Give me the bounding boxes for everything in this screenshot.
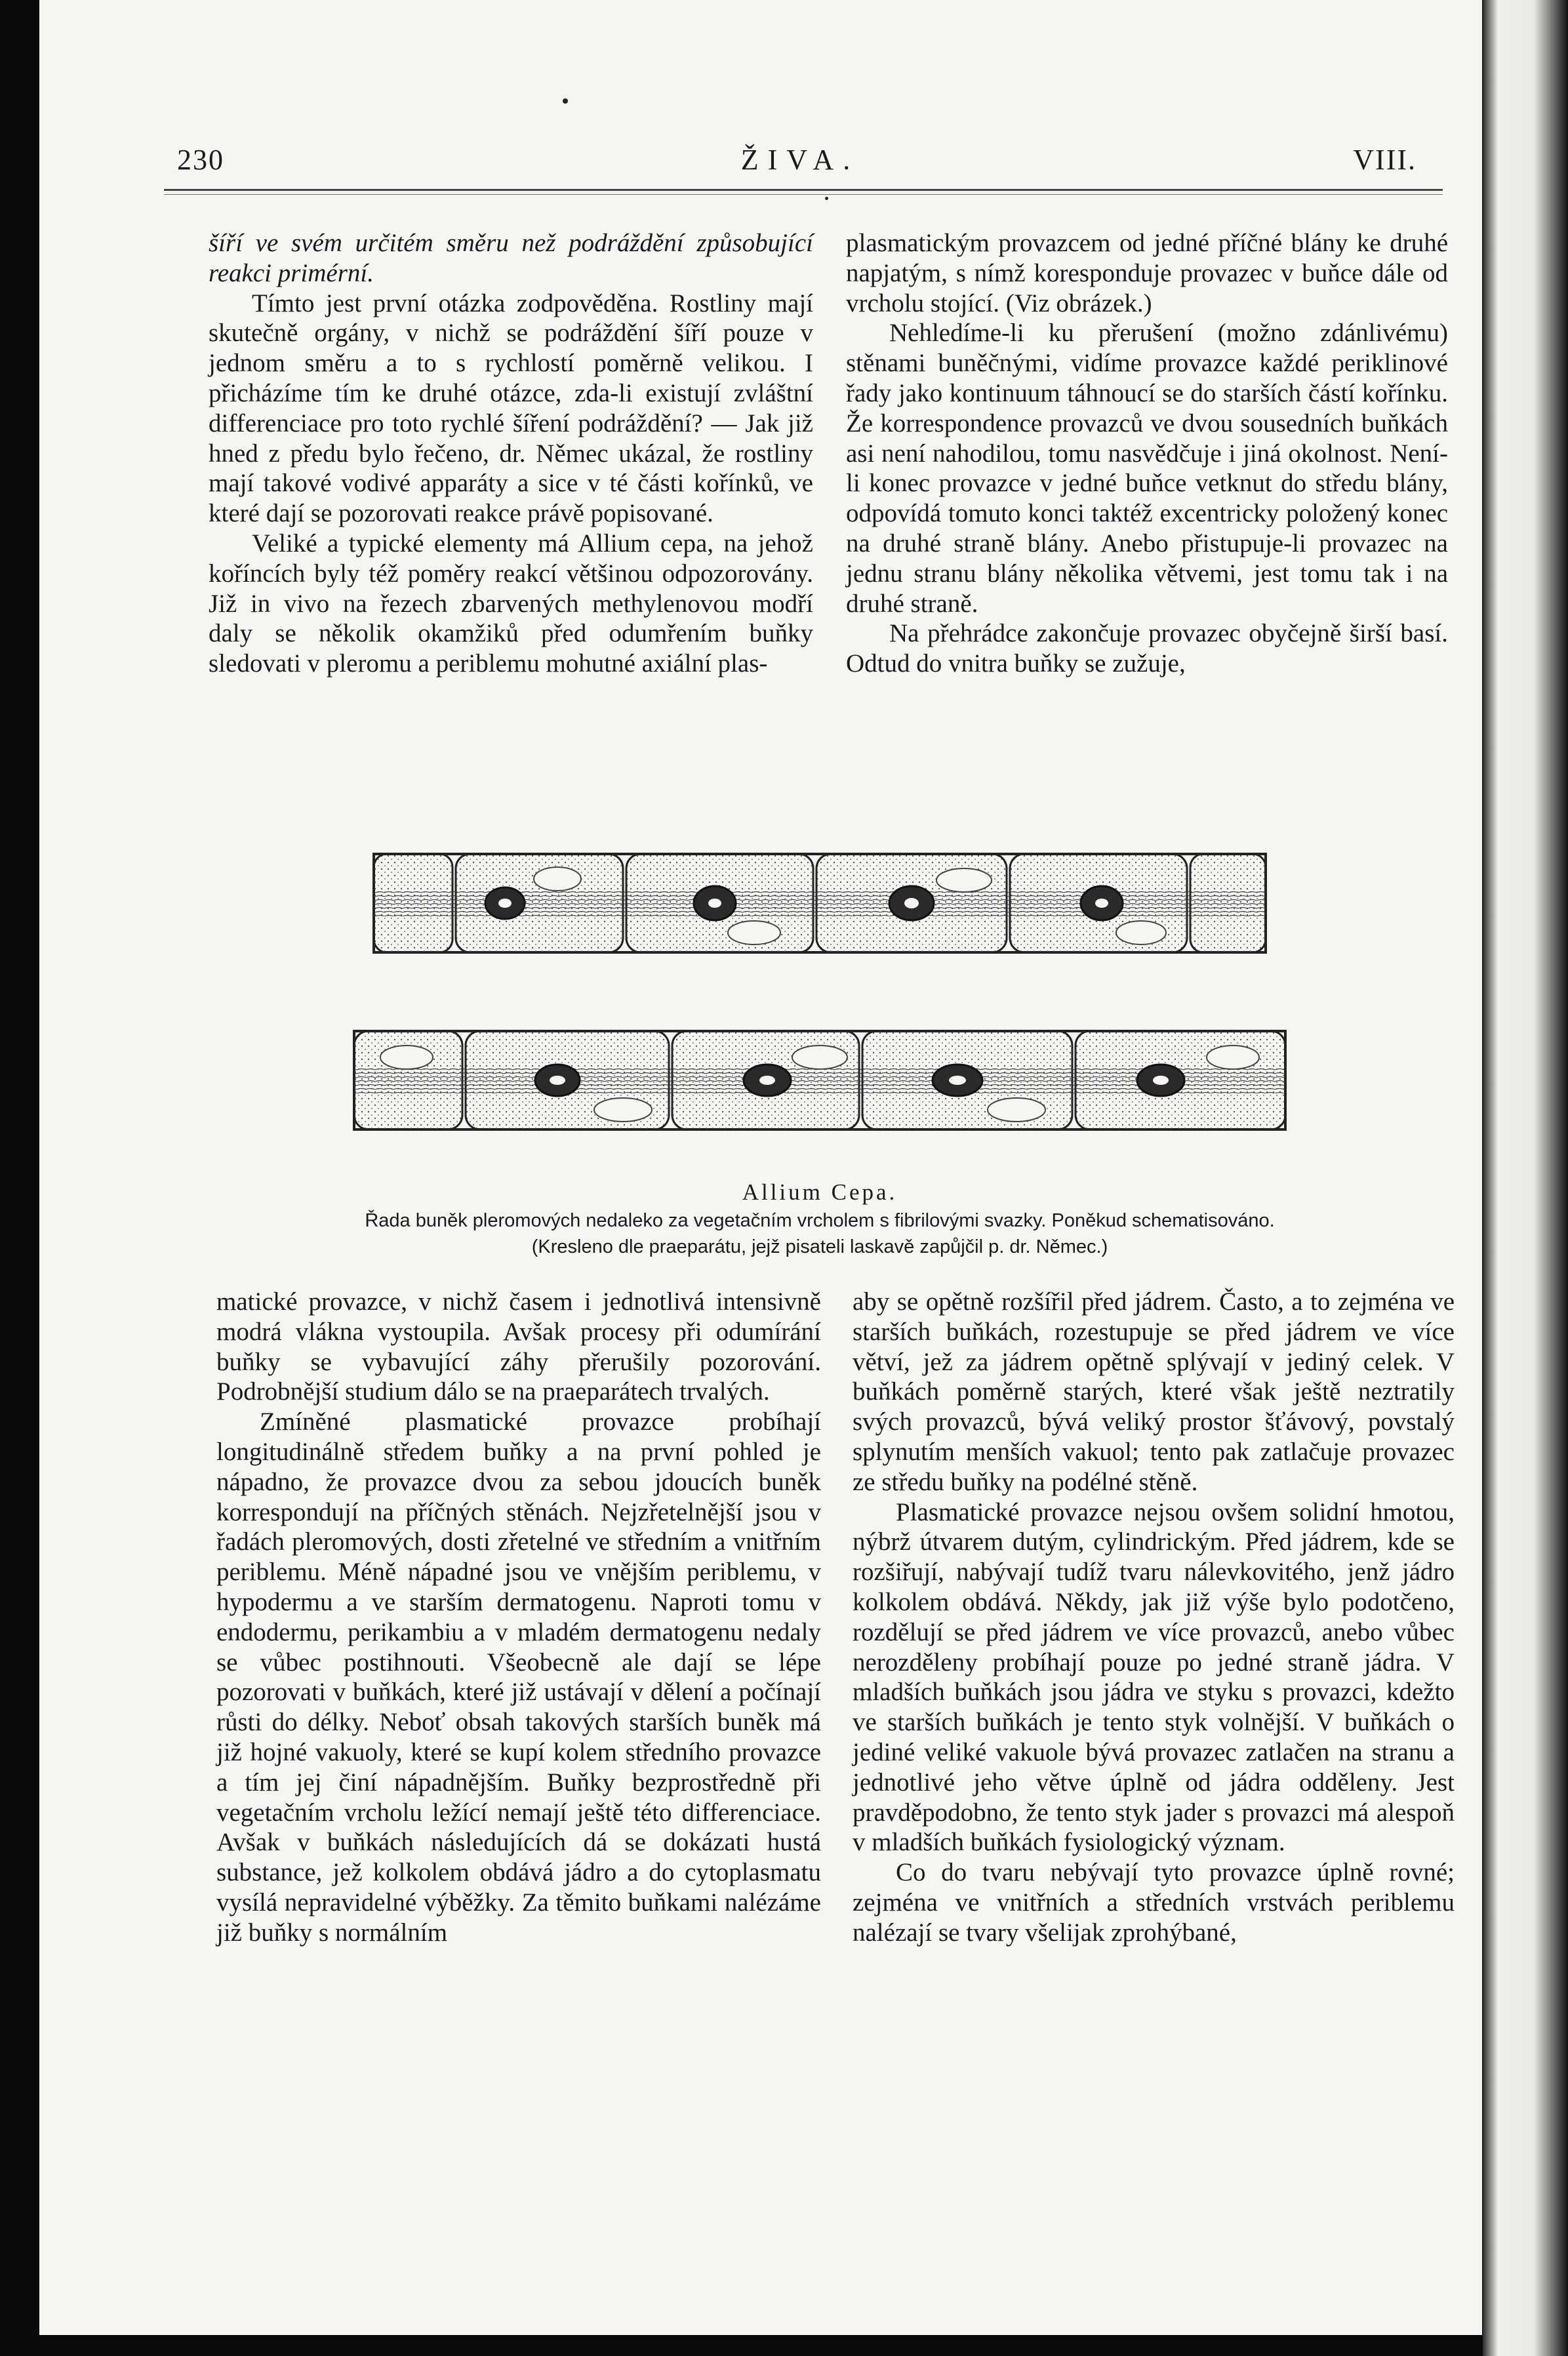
header-rule-thin <box>164 194 1443 195</box>
paragraph: Veliké a typické elementy má Allium cepa, na jehož koříncích byly též poměry reakcí většinou odpozorovány. Již in vivo na řezech zbarvených methylenovou modří daly se několik okamžiků před odumřením buňky sledovati v pleromu a periblemu mohutné axiální plas- <box>209 529 813 678</box>
figure-caption-title: Allium Cepa. <box>742 1179 898 1205</box>
paragraph: Plasmatické provazce nejsou ovšem solidní hmotou, nýbrž útvarem dutým, cylindrickým. Před jádrem, kde se rozšiřují, nabývají tudíž tvaru nálevkovitého, jenž jádro kolkolem obdává. Někdy, jak již výše bylo podotčeno, rozdělují se před jádrem ve více provazců, anebo vůbec nerozděleny probíhají pouze po jedné straně jádra. V mladších buňkách jsou jádra ve styku s provazci, kdežto ve starších buňkách je tento styk volnější. V buňkách o jediné veliké vakuole bývá provazec zatlačen na stranu a jednotlivé jeho větve úplně od jádra odděleny. Jest pravděpodobno, že tento styk jader s provazci má alespoň v mladších buňkách fysiologický význam. <box>853 1497 1455 1857</box>
paragraph: aby se opětně rozšířil před jádrem. Často, a to zejména ve starších buňkách, rozestupuje se před jádrem ve více větví, jež za jádrem opětně splývají v jediný celek. V buňkách poměrně starých, které však ještě neztratily svých provazců, bývá veliký prostor šťávový, povstalý splynutím menších vakuol; tento pak zatlačuje provazec ze středu buňky na podélné stěně. <box>853 1288 1455 1496</box>
header-rule <box>164 189 1443 191</box>
paragraph: plasmatickým provazcem od jedné příčné blány ke druhé napjatým, s nímž koresponduje provazec v buňce dále od vrcholu stojící. (Viz obrázek.) <box>846 229 1448 317</box>
column-bottom-right <box>853 1287 1455 1948</box>
paragraph: Tímto jest první otázka zodpověděna. Rostliny mají skutečně orgány, v nichž se podráždění šíří pouze v jednom směru a to s rychlostí poměrně velikou. I přicházíme tím ke druhé otázce, zda-li existují zvláštní differenciace pro toto rychlé šíření podráždění? — Jak již hned z předu bylo řečeno, dr. Němec ukázal, že rostliny mají takové vodivé apparáty a sice v té části kořínků, ve které dají se pozorovati reakce právě popisované. <box>209 289 813 528</box>
journal-title: ŽIVA. <box>740 144 860 176</box>
paragraph: Na přehrádce zakončuje provazec obyčejně širší basí. Odtud do vnitra buňky se zužuje, <box>846 619 1448 678</box>
column-top-left <box>209 228 813 679</box>
figure-caption-credit: (Kresleno dle praeparátu, jejž pisateli laskavě zapůjčil p. dr. Němec.) <box>531 1236 1108 1257</box>
illustration-svg <box>348 828 1298 1188</box>
cell-row-upper <box>374 854 1266 952</box>
volume-number: VIII. <box>1353 144 1417 176</box>
cell-row-lower <box>354 1031 1285 1129</box>
paragraph: Nehledíme-li ku přerušení (možno zdánlivému) stěnami buněčnými, vidíme provazce každé periklinové řady jako kontinuum táhnoucí se do starších částí kořínku. Že korrespondence provazců ve dvou sousedních buňkách asi není nahodilou, tomu nasvědčuje i jiná okolnost. Není-li konec provazce v jedné buňce vetknut do středu blány, odpovídá tomuto konci taktéž excentricky položený konec na druhé straně blány. Anebo přistupuje-li provazec na jednu stranu blány několika větvemi, jest tomu tak i na druhé straně. <box>846 319 1448 618</box>
figure-caption-line: Řada buněk pleromových nedaleko za vegetačním vrcholem s fibrilovými svazky. Poněkud schematisováno. <box>365 1210 1275 1231</box>
paragraph: šíří ve svém určitém směru než podráždění způsobující reakci primérní. <box>209 229 813 287</box>
ink-speck <box>563 98 568 104</box>
paragraph: Zmíněné plasmatické provazce probíhají longitudinálně středem buňky a na první pohled je nápadno, že provazce dvou za sebou jdoucích buněk korrespondují na příčných stěnách. Nejzřetelnější jsou v řadách pleromových, dosti zřetelné ve středním a vnitřním periblemu. Méně nápadné jsou ve vnějším periblemu, v hypodermu a ve starším dermatogenu. Naproti tomu v endodermu, perikambiu a v mladém dermatogenu nedaly se vůbec postihnouti. Všeobecně ale dají se lépe pozorovati v buňkách, které již ustávají v dělení a počínají růsti do délky. Neboť obsah takových starších buněk má již hojné vakuoly, které se kupí kolem středního provazce a tím jej činí nápadnějším. Buňky bezprostředně při vegetačním vrcholu ležící nemají ještě této differenciace. Avšak v buňkách následujících dá se dokázati hustá substance, jež kolkolem obdává jádro a do cytoplasmatu vysílá nepravidelné výběžky. Za těmito buňkami nalézáme již buňky s normálním <box>216 1408 821 1947</box>
paragraph: Co do tvaru nebývají tyto provazce úplně rovné; zejména ve vnitřních a středních vrstvách periblemu nalézají se tvary všelijak zprohýbané, <box>853 1858 1455 1947</box>
page-number: 230 <box>177 144 224 176</box>
column-bottom-left <box>216 1287 821 1948</box>
book-edge <box>1483 0 1568 2356</box>
column-top-right <box>846 228 1448 679</box>
cell-row-illustration <box>348 828 1298 1188</box>
paragraph: matické provazce, v nichž časem i jednotlivá intensivně modrá vlákna vystoupila. Avšak procesy při odumírání buňky se vybavující záhy přerušily pozorování. Podrobnější studium dálo se na praeparátech trvalých. <box>216 1288 821 1406</box>
running-header <box>177 143 1423 182</box>
ink-speck <box>825 197 828 200</box>
